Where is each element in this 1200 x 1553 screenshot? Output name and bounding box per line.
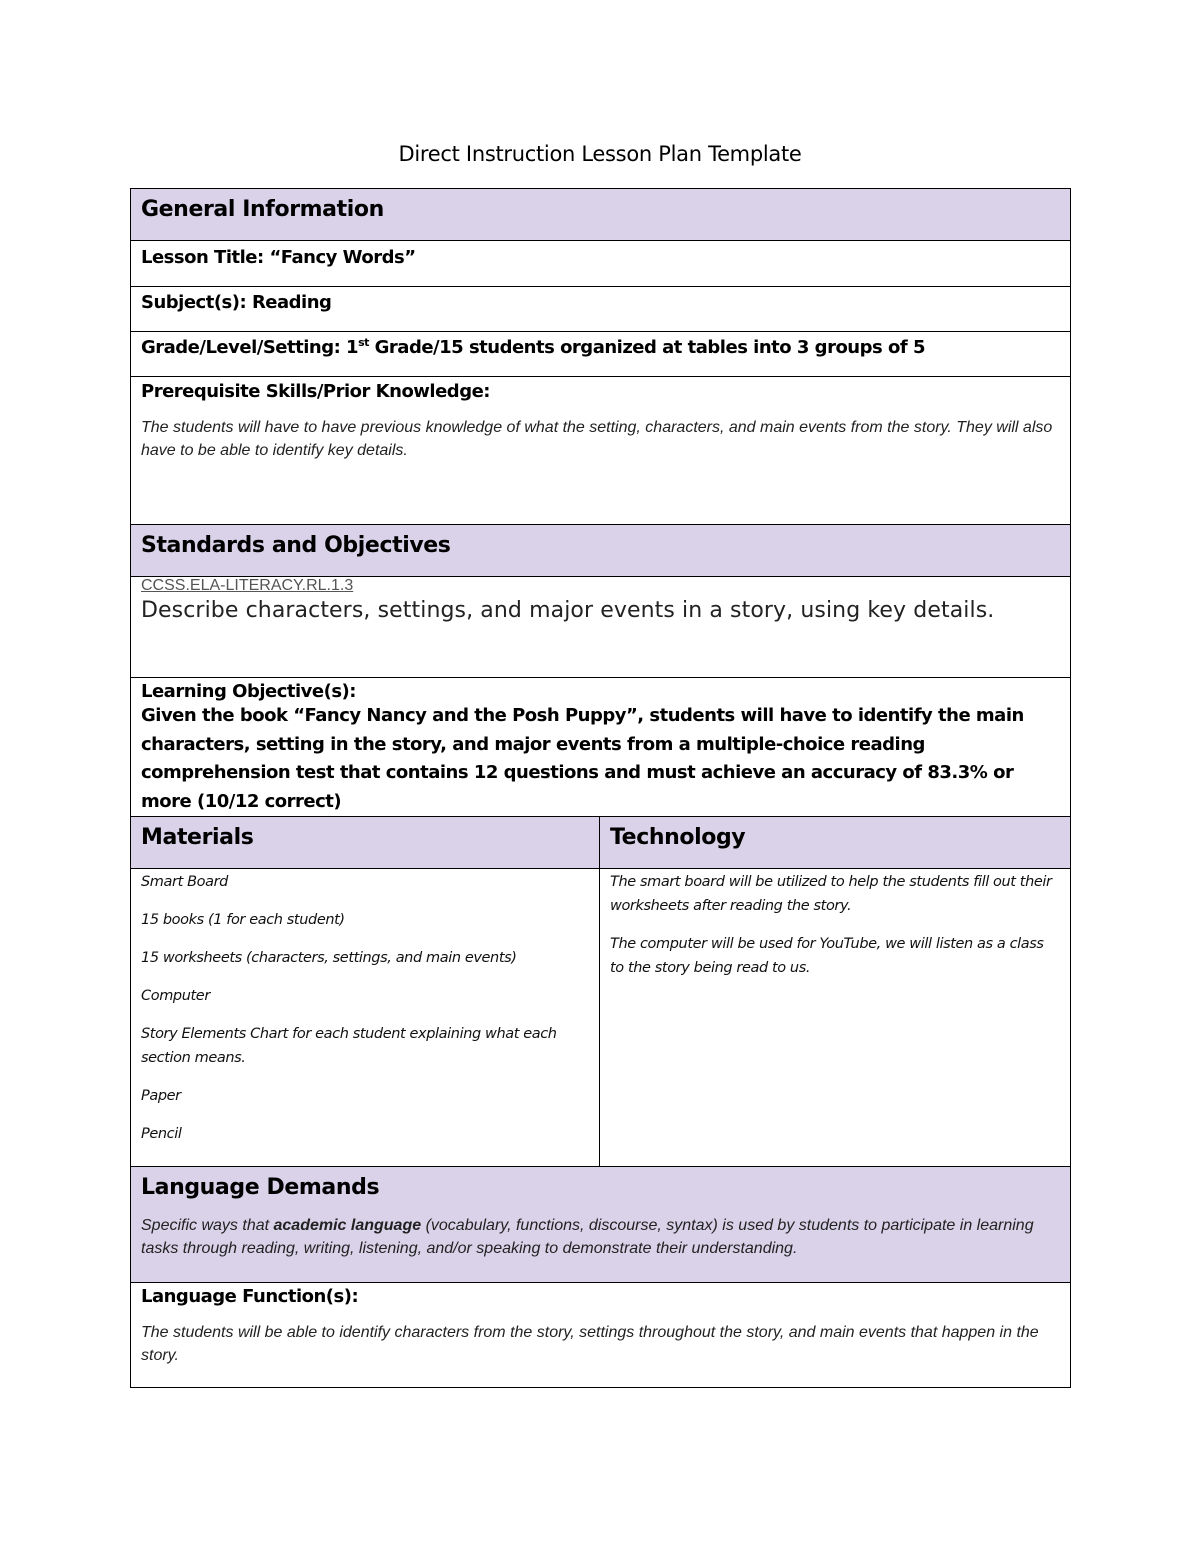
standards-heading: Standards and Objectives: [141, 533, 451, 558]
grade-level-setting: [141, 332, 1060, 358]
technology-item: The smart board will be utilized to help the students fill out their worksheets after reading the story.: [610, 874, 1052, 914]
learning-objective-cell: [131, 678, 1071, 817]
language-demands-text: [141, 1214, 1060, 1260]
materials-list: [141, 869, 589, 1146]
lesson-title: Lesson Title: “Fancy Words”: [141, 247, 416, 268]
general-information-header: [131, 189, 1071, 241]
materials-item: 15 books (1 for each student): [141, 912, 345, 928]
technology-list-cell: [600, 869, 1071, 1167]
language-demands-header: [131, 1167, 1071, 1283]
materials-item: 15 worksheets (characters, settings, and main events): [141, 950, 517, 966]
standard-description: Describe characters, settings, and major events in a story, using key details.: [141, 598, 995, 623]
standard-cell: [131, 577, 1071, 678]
language-function-label: Language Function(s):: [141, 1286, 359, 1307]
materials-item: Smart Board: [141, 874, 228, 890]
language-demands-text-before: Specific ways that: [141, 1217, 274, 1234]
materials-header: [131, 817, 600, 869]
lesson-title-cell: [131, 241, 1071, 287]
lesson-plan-table: [130, 188, 1071, 1388]
prerequisites-text: The students will have to have previous knowledge of what the setting, characters, and main events from the story. They will also have to be able to identify key details.: [141, 419, 1053, 459]
language-function-cell: [131, 1283, 1071, 1388]
grade-prefix: Grade/Level/Setting: 1: [141, 337, 359, 358]
language-function-text: The students will be able to identify characters from the story, settings throughout the story, and main events that happen in the story.: [141, 1324, 1039, 1364]
grade-ordinal: st: [358, 336, 369, 349]
materials-item: Story Elements Chart for each student explaining what each section means.: [141, 1026, 557, 1066]
technology-heading: Technology: [610, 825, 746, 850]
subjects-cell: [131, 287, 1071, 332]
grade-suffix: Grade/15 students organized at tables into 3 groups of 5: [368, 337, 925, 358]
language-demands-heading: Language Demands: [141, 1175, 380, 1200]
materials-item: Computer: [141, 988, 210, 1004]
materials-item: Pencil: [141, 1126, 182, 1142]
technology-list: [610, 869, 1060, 980]
materials-list-cell: [131, 869, 600, 1167]
technology-header: [600, 817, 1071, 869]
technology-item: The computer will be used for YouTube, we will listen as a class to the story being read to us.: [610, 936, 1044, 976]
language-demands-text-after: (vocabulary, functions, discourse, syntax) is used by students to participate in learning tasks through reading, writing, listening, and/or speaking to demonstrate their understanding.: [141, 1217, 1034, 1257]
standard-code-link[interactable]: CCSS.ELA-LITERACY.RL.1.3: [141, 577, 354, 594]
materials-heading: Materials: [141, 825, 254, 850]
prerequisites-cell: [131, 377, 1071, 525]
general-information-heading: General Information: [141, 197, 384, 222]
academic-language-term: academic language: [273, 1217, 422, 1234]
grade-level-setting-cell: [131, 332, 1071, 377]
document-title: Direct Instruction Lesson Plan Template: [398, 142, 802, 166]
standards-header: [131, 525, 1071, 577]
subjects: Subject(s): Reading: [141, 292, 332, 313]
learning-objective-label: Learning Objective(s):: [141, 681, 356, 702]
learning-objective-text: Given the book “Fancy Nancy and the Posh Puppy”, students will have to identify the main characters, setting in the story, and major events from a multiple-choice reading comprehension test that contains 12 questions and must achieve an accuracy of 83.3% or more (10/12 correct): [141, 705, 1024, 812]
prerequisites-label: Prerequisite Skills/Prior Knowledge:: [141, 381, 490, 402]
materials-item: Paper: [141, 1088, 181, 1104]
